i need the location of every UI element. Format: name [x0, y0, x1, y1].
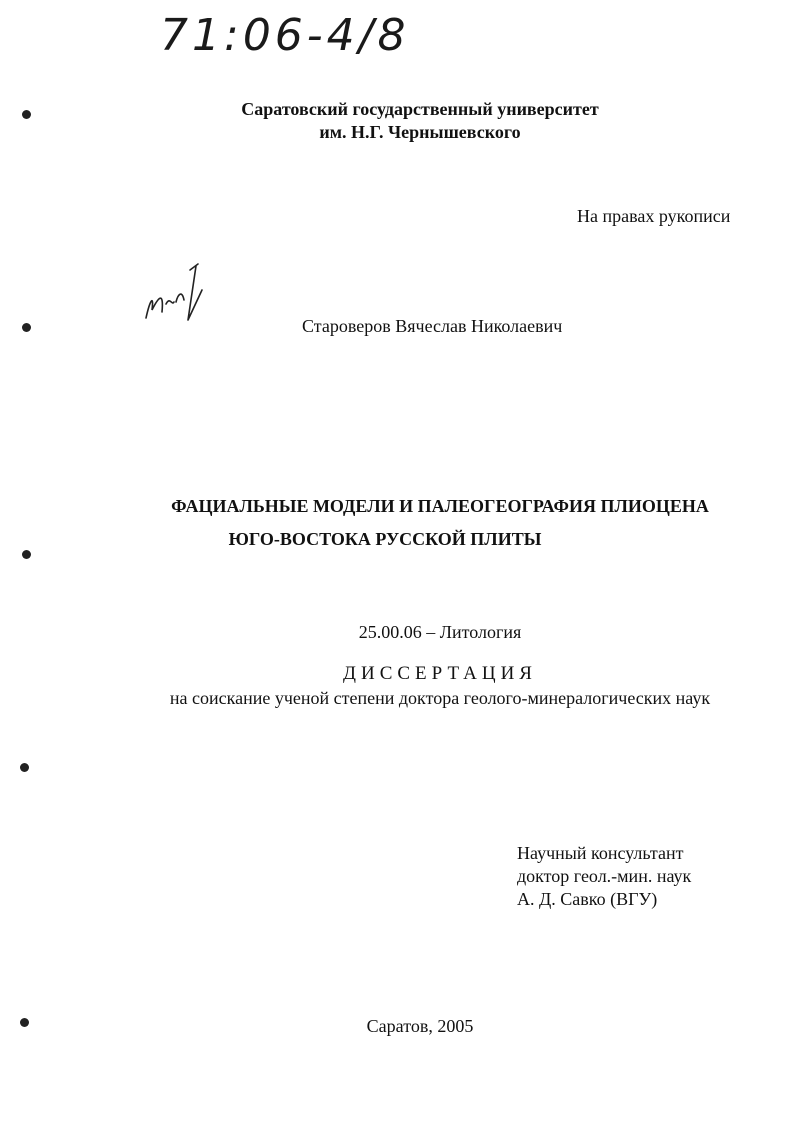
university-block	[180, 98, 660, 144]
title-line-2: ЮГО-ВОСТОКА РУССКОЙ ПЛИТЫ	[228, 529, 542, 549]
signature-mark	[140, 260, 210, 330]
handwritten-code: 71:06-4/8	[160, 10, 410, 61]
binder-hole-dot	[22, 110, 31, 119]
place-year: Саратов, 2005	[366, 1016, 474, 1036]
signature	[140, 260, 210, 330]
university-name: Саратовский государственный университет	[241, 99, 599, 119]
dissertation-title	[120, 490, 760, 556]
binder-hole-dot	[20, 1018, 29, 1027]
scientific-consultant	[517, 842, 691, 911]
consultant-name: А. Д. Савко (ВГУ)	[517, 889, 658, 909]
degree-purpose: на соискание ученой степени доктора геолого-минералогических наук	[169, 688, 711, 708]
signature-text: Вън	[142, 301, 175, 320]
manuscript-rights: На правах рукописи	[577, 206, 731, 226]
binder-hole-dot	[20, 763, 29, 772]
author-name: Староверов Вячеслав Николаевич	[302, 316, 563, 336]
document-type: ДИССЕРТАЦИЯ	[343, 663, 537, 684]
specialty: 25.00.06 – Литология	[358, 622, 522, 642]
university-named-after: им. Н.Г. Чернышевского	[319, 122, 521, 142]
binder-hole-dot	[22, 550, 31, 559]
title-line-1: ФАЦИАЛЬНЫЕ МОДЕЛИ И ПАЛЕОГЕОГРАФИЯ ПЛИОЦЕНА	[171, 496, 709, 516]
binder-hole-dot	[22, 323, 31, 332]
consultant-degree: доктор геол.-мин. наук	[517, 866, 692, 886]
consultant-label: Научный консультант	[517, 843, 684, 863]
